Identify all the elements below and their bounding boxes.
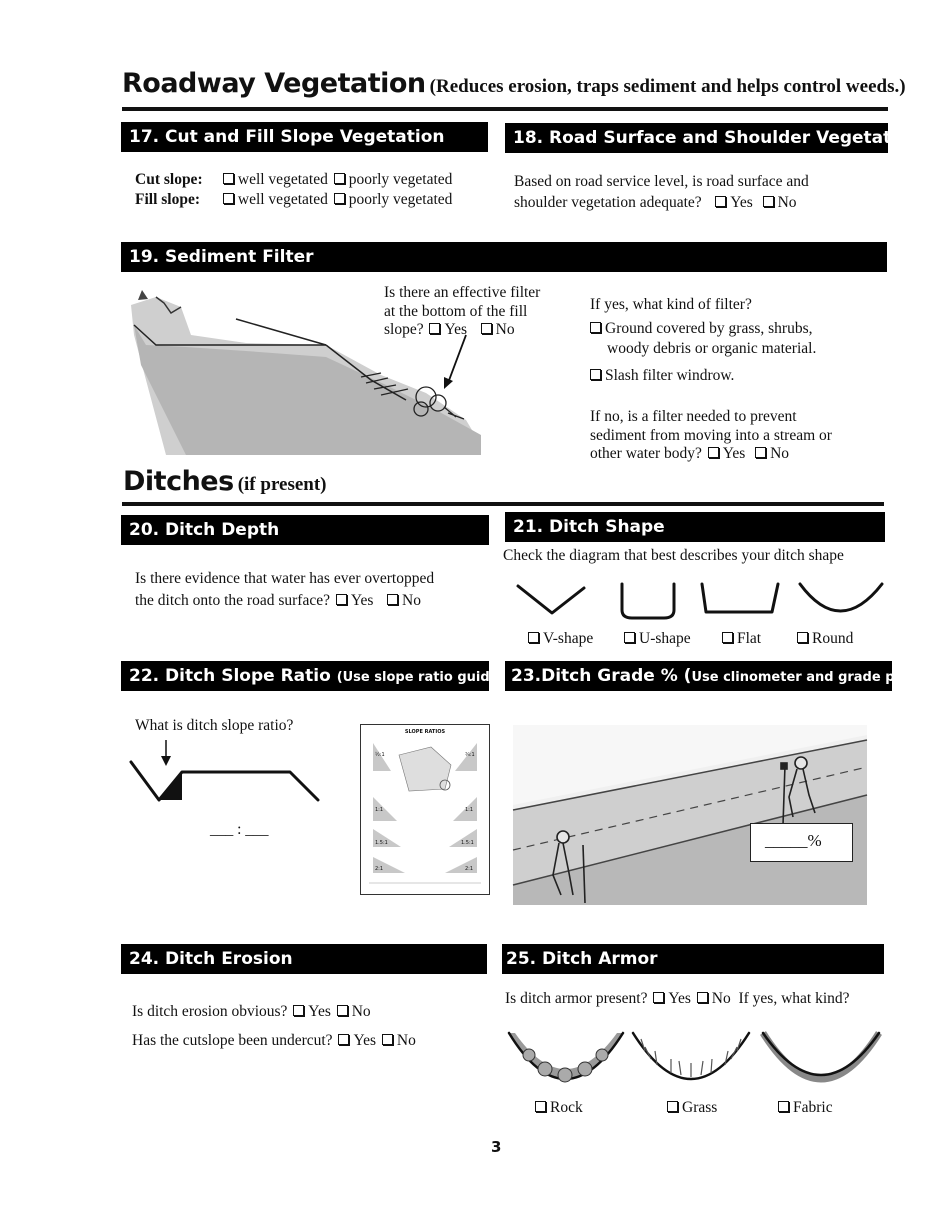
sec24-q2-no-label: No [396,1032,416,1049]
grade-percent-box[interactable] [750,823,853,862]
ushape-checkbox[interactable] [624,632,635,643]
sec18-yes-label: Yes [730,194,753,211]
sec18-no-label: No [777,194,797,211]
ditches-title: Ditches [123,466,234,497]
ditch-armor-diagrams [505,1025,885,1095]
guide-label-3: 1:1 [375,807,384,813]
sec23-header [505,661,932,691]
rock-armor-diagram [509,1033,623,1082]
roadway-subtitle: (Reduces erosion, traps sediment and helps control weeds.) [429,76,906,97]
filter-slash-checkbox[interactable] [590,369,601,380]
ditch-shape-diagrams [510,578,890,628]
armor-grass-option [667,1098,717,1118]
sec24-q2: Has the cutslope been undercut? [132,1032,333,1049]
sec23-title-note: Use clinometer and grade posts) [691,670,932,685]
sec19-q-text: slope? [384,321,424,338]
vshape-label: V-shape [543,630,594,647]
sec19-need-no-checkbox[interactable] [755,447,766,458]
ditch-slope-profile [125,740,325,805]
sec25-yes-label: Yes [668,990,691,1007]
sec21-header: 21. Ditch Shape [505,512,885,542]
guide-label-4: 1.5:1 [375,840,388,846]
sec22-title-note: (Use slope ratio guide) [336,670,505,685]
sec20-question: the ditch onto the road surface? [135,592,330,609]
arrow-down-icon [440,333,470,393]
sec19-need-text: other water body? [590,445,702,462]
sec25-no-label: No [711,990,731,1007]
sec24-header: 24. Ditch Erosion [121,944,487,974]
sec19-yes-checkbox[interactable] [429,323,440,334]
ditches-rule [122,502,884,506]
sec24-q1-row [132,1002,371,1022]
sec19-yes-label: Yes [444,321,468,338]
sec19-need-line3 [590,444,789,464]
sec18-yes-checkbox[interactable] [715,196,726,207]
sec19-no-checkbox[interactable] [481,323,492,334]
fill-well-label: well vegetated [237,191,328,208]
round-checkbox[interactable] [797,632,808,643]
sec18-no-checkbox[interactable] [763,196,774,207]
sec18-line1: Based on road service level, is road surface and [514,173,809,190]
armor-rock-option [535,1098,583,1118]
sec19-kind-question: If yes, what kind of filter? [590,296,752,313]
sec22-ratio-blank[interactable]: ___ : ___ [210,821,269,838]
sec19-need-yes-checkbox[interactable] [708,447,719,458]
sec20-yes-label: Yes [350,592,374,609]
sec19-need-line1: If no, is a filter needed to prevent [590,408,797,425]
grade-percent-blank: _____% [765,831,822,850]
sec17-fill-row [135,190,452,210]
slope-ratio-guide [360,724,490,895]
v-shape-diagram [518,586,584,613]
sec25-question: Is ditch armor present? [505,990,648,1007]
armor-rock-checkbox[interactable] [535,1101,546,1112]
sec25-header: 25. Ditch Armor [502,944,884,974]
sec20-yes-checkbox[interactable] [336,594,347,605]
sec20-line2 [135,591,421,611]
sec19-opt2-row [590,366,734,386]
guide-label-7: 1.5:1 [461,840,474,846]
guide-label-6: 1:1 [465,807,474,813]
sec24-q2-yes-label: Yes [353,1032,376,1049]
ditches-subtitle: (if present) [237,474,327,495]
ditches-heading [123,466,327,497]
sec20-no-label: No [402,592,421,609]
sec22-header [121,661,505,691]
sec24-q1-yes-checkbox[interactable] [293,1005,304,1016]
armor-grass-checkbox[interactable] [667,1101,678,1112]
cut-well-label: well vegetated [237,171,328,188]
grass-armor-diagram [633,1033,749,1079]
cut-poor-label: poorly vegetated [348,171,453,188]
ditch-grade-illustration [513,725,867,905]
sec25-no-checkbox[interactable] [697,992,708,1003]
sec20-header: 20. Ditch Depth [121,515,489,545]
armor-rock-label: Rock [550,1099,583,1116]
sec18-line2 [514,193,797,213]
sec24-q2-no-checkbox[interactable] [382,1034,393,1045]
sec24-q1: Is ditch erosion obvious? [132,1003,288,1020]
fill-poor-label: poorly vegetated [348,191,453,208]
sec20-no-checkbox[interactable] [387,594,398,605]
sec24-q2-yes-checkbox[interactable] [338,1034,349,1045]
fill-well-checkbox[interactable] [223,193,234,204]
guide-label-5: 2:1 [375,866,384,872]
guide-title: SLOPE RATIOS [404,729,446,735]
sec20-line1: Is there evidence that water has ever overtopped [135,570,435,587]
sec19-opt1-row [590,319,813,339]
sec19-need-line2: sediment from moving into a stream or [590,427,832,444]
sec24-q1-no-checkbox[interactable] [337,1005,348,1016]
vshape-checkbox[interactable] [528,632,539,643]
armor-grass-label: Grass [682,1099,718,1116]
filter-ground-label: Ground covered by grass, shrubs, [605,320,813,337]
guide-label-8: 2:1 [465,866,474,872]
fabric-armor-diagram [763,1033,879,1079]
sec18-question: shoulder vegetation adequate? [514,194,702,211]
shape-vshape-option [528,629,593,649]
sec24-q2-row [132,1031,416,1051]
sec24-q1-no-label: No [351,1003,371,1020]
filter-ground-checkbox[interactable] [590,322,601,333]
shape-flat-option [722,629,761,649]
fill-slope-label: Fill slope: [135,191,201,208]
sec22-question: What is ditch slope ratio? [135,717,294,734]
u-shape-diagram [622,584,674,618]
sec25-question-row [505,989,850,1009]
sec18-header: 18. Road Surface and Shoulder Vegetation [505,123,888,153]
ushape-label: U-shape [639,630,691,647]
sec19-q-line2: at the bottom of the fill [384,303,528,320]
roadway-title: Roadway Vegetation [122,68,426,99]
sec25-kind: If yes, what kind? [738,990,850,1007]
round-label: Round [812,630,854,647]
flat-label: Flat [737,630,762,647]
sec19-q-line3 [384,320,515,340]
sec21-instruction: Check the diagram that best describes your ditch shape [503,547,844,564]
sec19-header: 19. Sediment Filter [121,242,887,272]
round-shape-diagram [800,584,882,611]
fill-poor-checkbox[interactable] [334,193,345,204]
sec24-q1-yes-label: Yes [308,1003,331,1020]
sec25-yes-checkbox[interactable] [653,992,664,1003]
shape-ushape-option [624,629,691,649]
armor-fabric-checkbox[interactable] [778,1101,789,1112]
page-number: 3 [491,1138,502,1156]
sec19-q-line1: Is there an effective filter [384,284,541,301]
flat-checkbox[interactable] [722,632,733,643]
roadway-heading [122,68,906,99]
guide-label-1: ½:1 [375,752,385,758]
sec19-no-label: No [495,321,515,338]
sec17-header: 17. Cut and Fill Slope Vegetation [121,122,488,152]
sec19-opt1-line2: woody debris or organic material. [607,340,817,357]
roadway-rule [122,107,888,111]
guide-label-2: ¾:1 [465,752,475,758]
cut-well-checkbox[interactable] [223,173,234,184]
cut-poor-checkbox[interactable] [334,173,345,184]
armor-fabric-label: Fabric [793,1099,833,1116]
sec22-title: 22. Ditch Slope Ratio [129,666,331,686]
sec17-cut-row [135,170,452,190]
sec23-title: 23.Ditch Grade % ( [511,666,692,686]
armor-fabric-option [778,1098,833,1118]
sec19-need-no-label: No [770,445,790,462]
filter-slash-label: Slash filter windrow. [605,367,735,384]
flat-shape-diagram [702,584,778,612]
cut-slope-label: Cut slope: [135,171,203,188]
sec19-need-yes-label: Yes [722,445,746,462]
shape-round-option [797,629,853,649]
